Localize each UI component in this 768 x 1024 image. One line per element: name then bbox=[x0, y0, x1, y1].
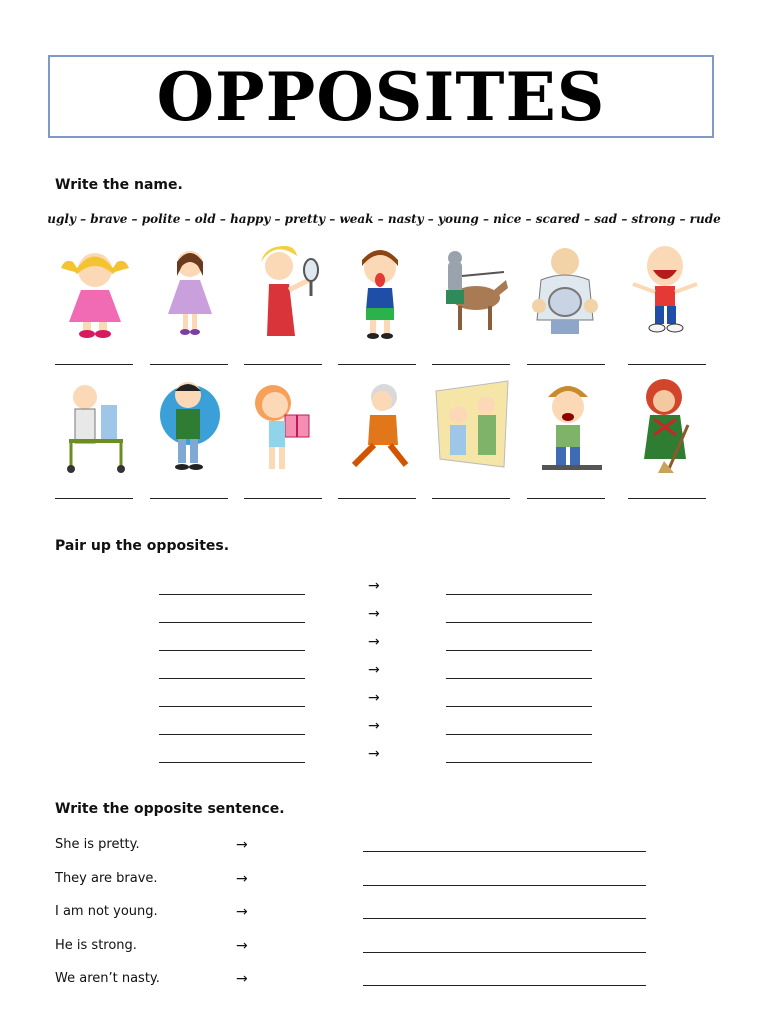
section-heading-write-name: Write the name. bbox=[55, 177, 183, 193]
pair-left-blank[interactable] bbox=[159, 762, 305, 763]
right-arrow-icon: → bbox=[368, 634, 380, 650]
right-arrow-icon: → bbox=[368, 690, 380, 706]
sentence-answer-blank[interactable] bbox=[363, 985, 646, 986]
ugly-witch-broom-icon bbox=[628, 375, 708, 475]
pair-left-blank[interactable] bbox=[159, 734, 305, 735]
sentence-text: He is strong. bbox=[55, 938, 137, 953]
sentence-answer-blank[interactable] bbox=[363, 952, 646, 953]
section-heading-pair-up: Pair up the opposites. bbox=[55, 538, 230, 554]
pair-right-blank[interactable] bbox=[446, 650, 592, 651]
pair-left-blank[interactable] bbox=[159, 650, 305, 651]
name-blank[interactable] bbox=[432, 498, 510, 499]
pair-row bbox=[0, 748, 768, 768]
right-arrow-icon: → bbox=[368, 718, 380, 734]
sentence-answer-blank[interactable] bbox=[363, 918, 646, 919]
blonde-girl-pink-dress-icon bbox=[55, 240, 135, 340]
name-blank[interactable] bbox=[432, 364, 510, 365]
name-blank[interactable] bbox=[150, 498, 228, 499]
name-blank[interactable] bbox=[527, 498, 605, 499]
pair-row bbox=[0, 720, 768, 740]
sentence-row bbox=[0, 871, 768, 891]
name-blank[interactable] bbox=[338, 364, 416, 365]
right-arrow-icon: → bbox=[236, 971, 248, 987]
pair-row bbox=[0, 636, 768, 656]
right-arrow-icon: → bbox=[368, 746, 380, 762]
pair-right-blank[interactable] bbox=[446, 622, 592, 623]
sentence-text: They are brave. bbox=[55, 871, 158, 886]
page-title: OPPOSITES bbox=[156, 57, 606, 136]
sentence-row bbox=[0, 938, 768, 958]
pair-left-blank[interactable] bbox=[159, 594, 305, 595]
name-blank[interactable] bbox=[628, 364, 706, 365]
pair-left-blank[interactable] bbox=[159, 678, 305, 679]
right-arrow-icon: → bbox=[368, 578, 380, 594]
sentence-row bbox=[0, 837, 768, 857]
right-arrow-icon: → bbox=[236, 871, 248, 887]
right-arrow-icon: → bbox=[236, 938, 248, 954]
woman-with-mirror-icon bbox=[245, 240, 325, 340]
name-blank[interactable] bbox=[55, 498, 133, 499]
pair-right-blank[interactable] bbox=[446, 706, 592, 707]
name-blank[interactable] bbox=[150, 364, 228, 365]
section-heading-write-sentence: Write the opposite sentence. bbox=[55, 801, 285, 817]
pair-row bbox=[0, 664, 768, 684]
sentence-row bbox=[0, 904, 768, 924]
right-arrow-icon: → bbox=[368, 606, 380, 622]
name-blank[interactable] bbox=[338, 498, 416, 499]
right-arrow-icon: → bbox=[236, 904, 248, 920]
name-blank[interactable] bbox=[527, 364, 605, 365]
sentence-answer-blank[interactable] bbox=[363, 885, 646, 886]
pair-right-blank[interactable] bbox=[446, 678, 592, 679]
girl-with-gift-icon bbox=[245, 375, 325, 475]
pair-row bbox=[0, 692, 768, 712]
right-arrow-icon: → bbox=[236, 837, 248, 853]
sentence-text: I am not young. bbox=[55, 904, 158, 919]
right-arrow-icon: → bbox=[368, 662, 380, 678]
pair-left-blank[interactable] bbox=[159, 706, 305, 707]
sad-boy-icon bbox=[150, 375, 230, 475]
sentence-text: We aren’t nasty. bbox=[55, 971, 160, 986]
sentence-row bbox=[0, 971, 768, 991]
name-blank[interactable] bbox=[244, 498, 322, 499]
sentence-answer-blank[interactable] bbox=[363, 851, 646, 852]
rude-girl-tongue-out-icon bbox=[340, 240, 420, 340]
pair-right-blank[interactable] bbox=[446, 762, 592, 763]
word-bank: ugly – brave – polite – old – happy – pretty – weak – nasty – young – nice – scared – sad – strong – rude bbox=[47, 212, 721, 226]
name-blank[interactable] bbox=[244, 364, 322, 365]
knight-on-horse-icon bbox=[432, 240, 512, 340]
old-woman-walking-icon bbox=[340, 375, 420, 475]
pair-right-blank[interactable] bbox=[446, 734, 592, 735]
title-box bbox=[48, 55, 714, 138]
strong-grumpy-man-icon bbox=[525, 240, 605, 340]
pair-row bbox=[0, 608, 768, 628]
sentence-text: She is pretty. bbox=[55, 837, 140, 852]
pair-left-blank[interactable] bbox=[159, 622, 305, 623]
weak-old-man-walker-icon bbox=[55, 375, 135, 475]
polite-people-talking-icon bbox=[432, 375, 512, 475]
pair-right-blank[interactable] bbox=[446, 594, 592, 595]
name-blank[interactable] bbox=[55, 364, 133, 365]
name-blank[interactable] bbox=[628, 498, 706, 499]
pair-row bbox=[0, 580, 768, 600]
scared-boy-icon bbox=[528, 375, 608, 475]
small-girl-purple-dress-icon bbox=[150, 240, 230, 340]
happy-laughing-boy-icon bbox=[625, 240, 705, 340]
